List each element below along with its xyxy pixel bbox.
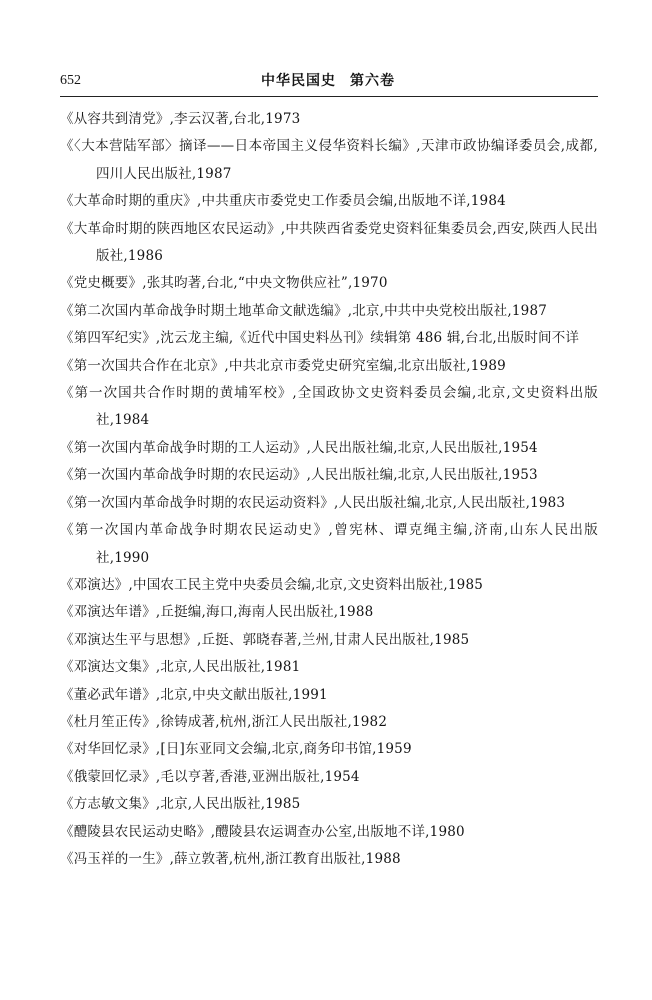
bibliography-entry: 《方志敏文集》,北京,人民出版社,1985 xyxy=(60,796,301,813)
bibliography-entry: 《董必武年谱》,北京,中央文献出版社,1991 xyxy=(60,686,328,703)
bibliography-entry: 《俄蒙回忆录》,毛以亨著,香港,亚洲出版社,1954 xyxy=(60,768,360,785)
bibliography-entry: 《大革命时期的陕西地区农民运动》,中共陕西省委党史资料征集委员会,西安,陕西人民出版社,1986 xyxy=(60,220,598,265)
bibliography-entry: 《邓演达年谱》,丘挺编,海口,海南人民出版社,1988 xyxy=(60,604,374,621)
bibliography-entry: 《对华回忆录》,[日]东亚同文会编,北京,商务印书馆,1959 xyxy=(60,741,412,758)
book-title: 中华民国史 xyxy=(261,73,336,89)
bibliography-entry: 《冯玉祥的一生》,薛立敦著,杭州,浙江教育出版社,1988 xyxy=(60,850,401,867)
bibliography-entry: 《第一次国内革命战争时期的农民运动资料》,人民出版社编,北京,人民出版社,1983 xyxy=(60,494,566,511)
bibliography-entry: 《邓演达生平与思想》,丘挺、郭晓春著,兰州,甘肃人民出版社,1985 xyxy=(60,631,470,648)
bibliography-entry: 《第一次国内革命战争时期的农民运动》,人民出版社编,北京,人民出版社,1953 xyxy=(60,467,538,484)
volume-label: 第六卷 xyxy=(350,73,395,89)
page-number: 652 xyxy=(60,73,81,88)
bibliography-entry: 《从容共到清党》,李云汉著,台北,1973 xyxy=(60,111,301,127)
bibliography-entry: 《邓演达》,中国农工民主党中央委员会编,北京,文史资料出版社,1985 xyxy=(60,576,484,593)
bibliography-entry: 《第一次国内革命战争时期农民运动史》,曾宪林、谭克绳主编,济南,山东人民出版社,1990 xyxy=(60,522,598,566)
bibliography-entry: 《第一次国共合作在北京》,中共北京市委党史研究室编,北京出版社,1989 xyxy=(60,357,506,374)
header-rule xyxy=(60,96,598,97)
bibliography-entry: 《党史概要》,张其昀著,台北,“中央文物供应社”,1970 xyxy=(60,275,388,292)
bibliography-entry: 《醴陵县农民运动史略》,醴陵县农运调查办公室,出版地不详,1980 xyxy=(60,823,465,840)
bibliography-entry: 《第一次国内革命战争时期的工人运动》,人民出版社编,北京,人民出版社,1954 xyxy=(60,439,538,456)
bibliography-entry: 《邓演达文集》,北京,人民出版社,1981 xyxy=(60,659,301,676)
bibliography-entry: 《第一次国共合作时期的黄埔军校》,全国政协文史资料委员会编,北京,文史资料出版社,1984 xyxy=(60,385,598,429)
bibliography-entry: 《杜月笙正传》,徐铸成著,杭州,浙江人民出版社,1982 xyxy=(60,713,388,730)
bibliography-entry: 《第四军纪实》,沈云龙主编,《近代中国史料丛刊》续辑第 486 辑,台北,出版时间不详 xyxy=(60,330,580,347)
bibliography-entry: 《〈大本营陆军部〉摘译——日本帝国主义侵华资料长编》,天津市政协编译委员会,成都,四川人民出版社,1987 xyxy=(60,138,598,182)
bibliography-entry: 《大革命时期的重庆》,中共重庆市委党史工作委员会编,出版地不详,1984 xyxy=(60,193,506,210)
running-header xyxy=(60,72,596,94)
bibliography-entry: 《第二次国内革命战争时期土地革命文献选编》,北京,中共中央党校出版社,1987 xyxy=(60,302,548,319)
bibliography-list xyxy=(60,106,598,873)
running-title xyxy=(60,72,596,90)
